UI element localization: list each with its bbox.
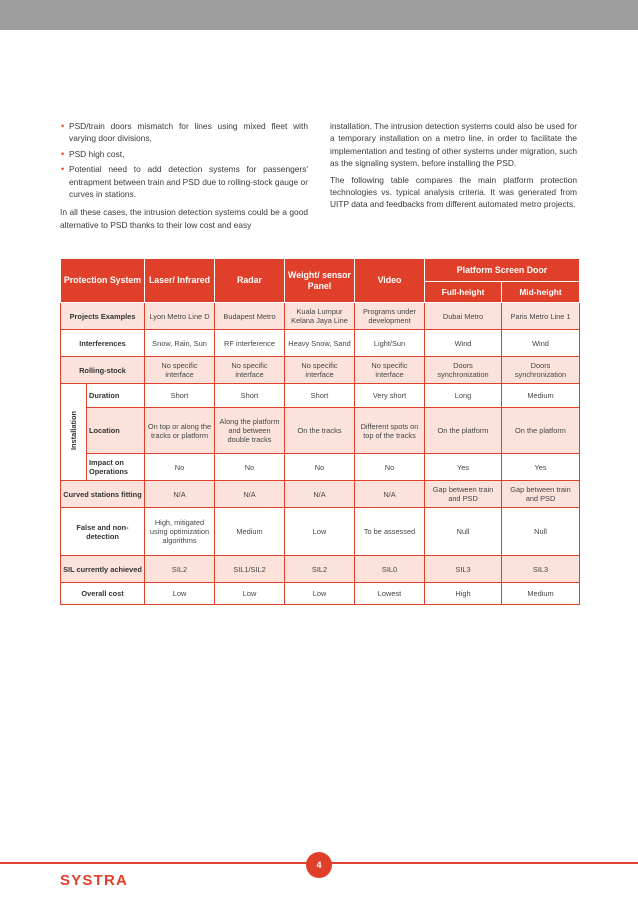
table-cell: Low xyxy=(285,508,355,556)
table-cell: RF interference xyxy=(215,330,285,357)
table-cell: Light/Sun xyxy=(355,330,425,357)
header-mid-height: Mid-height xyxy=(502,282,580,303)
table-cell: Wind xyxy=(425,330,502,357)
table-cell: Short xyxy=(145,384,215,408)
bullet-item: • Potential need to add detection systems for passengers' entrapment between train and PSD due to rolling-stock gauge or curves in stations. xyxy=(60,163,308,200)
table-cell: No specific interface xyxy=(215,357,285,384)
table-cell: Low xyxy=(145,583,215,605)
table-row xyxy=(61,303,580,330)
header-weight: Weight/ sensor Panel xyxy=(285,259,355,303)
table-cell: Short xyxy=(215,384,285,408)
table-cell: No xyxy=(215,454,285,481)
installation-group-label: Installation xyxy=(61,384,87,481)
table-row xyxy=(61,481,580,508)
row-label: SIL currently achieved xyxy=(61,556,145,583)
table-cell: Heavy Snow, Sand xyxy=(285,330,355,357)
table-cell: On the tracks xyxy=(285,408,355,454)
row-label: Overall cost xyxy=(61,583,145,605)
table-cell: To be assessed xyxy=(355,508,425,556)
table-cell: Budapest Metro xyxy=(215,303,285,330)
table-cell: N/A xyxy=(215,481,285,508)
row-label: False and non-detection xyxy=(61,508,145,556)
table-cell: SIL3 xyxy=(425,556,502,583)
table-cell: Long xyxy=(425,384,502,408)
table-cell: Kuala Lumpur Kelana Jaya Line xyxy=(285,303,355,330)
table-cell: Different spots on top of the tracks xyxy=(355,408,425,454)
table-cell: Low xyxy=(215,583,285,605)
table-cell: Medium xyxy=(215,508,285,556)
row-label: Rolling-stock xyxy=(61,357,145,384)
table-cell: Doors synchronization xyxy=(502,357,580,384)
header-video: Video xyxy=(355,259,425,303)
table-cell: SIL2 xyxy=(145,556,215,583)
table-cell: Yes xyxy=(425,454,502,481)
table-row xyxy=(61,583,580,605)
table-cell: On top or along the tracks or platform xyxy=(145,408,215,454)
left-text-column xyxy=(60,120,308,235)
table-cell: Paris Metro Line 1 xyxy=(502,303,580,330)
table-cell: Short xyxy=(285,384,355,408)
header-psd: Platform Screen Door xyxy=(425,259,580,282)
table-cell: Very short xyxy=(355,384,425,408)
row-label: Interferences xyxy=(61,330,145,357)
table-cell: Medium xyxy=(502,583,580,605)
comparison-table xyxy=(60,258,580,605)
table-cell: N/A xyxy=(145,481,215,508)
row-label: Duration xyxy=(87,384,145,408)
table-cell: Lyon Metro Line D xyxy=(145,303,215,330)
table-cell: No specific interface xyxy=(145,357,215,384)
table-cell: High, mitigated using optimization algorithms xyxy=(145,508,215,556)
table-row xyxy=(61,556,580,583)
table-cell: SIL1/SIL2 xyxy=(215,556,285,583)
table-cell: Lowest xyxy=(355,583,425,605)
table-cell: Medium xyxy=(502,384,580,408)
systra-logo: SYSTRA xyxy=(60,872,129,889)
table-cell: On the platform xyxy=(502,408,580,454)
table-cell: Along the platform and between double tracks xyxy=(215,408,285,454)
header-radar: Radar xyxy=(215,259,285,303)
table-cell: No specific interface xyxy=(355,357,425,384)
table-cell: Gap between train and PSD xyxy=(502,481,580,508)
table-cell: SIL0 xyxy=(355,556,425,583)
bullet-list xyxy=(60,120,308,200)
table-row xyxy=(61,330,580,357)
bullet-item: • PSD/train doors mismatch for lines using mixed fleet with varying door divisions, xyxy=(60,120,308,145)
table-row xyxy=(61,357,580,384)
table-cell: No xyxy=(145,454,215,481)
table-cell: SIL3 xyxy=(502,556,580,583)
table-row xyxy=(61,408,580,454)
table-cell: Low xyxy=(285,583,355,605)
row-label: Impact on Operations xyxy=(87,454,145,481)
table-cell: No xyxy=(285,454,355,481)
table-cell: N/A xyxy=(285,481,355,508)
row-label: Projects Examples xyxy=(61,303,145,330)
header-full-height: Full-height xyxy=(425,282,502,303)
table-cell: Snow, Rain, Sun xyxy=(145,330,215,357)
header-laser: Laser/ Infrared xyxy=(145,259,215,303)
table-cell: Null xyxy=(425,508,502,556)
bullet-item: • PSD high cost, xyxy=(60,148,308,160)
table-cell: High xyxy=(425,583,502,605)
table-row xyxy=(61,508,580,556)
table-cell: No specific interface xyxy=(285,357,355,384)
table-cell: Dubai Metro xyxy=(425,303,502,330)
paragraph: In all these cases, the intrusion detection systems could be a good alternative to PSD thanks to their low cost and easy xyxy=(60,207,308,230)
table-cell: Gap between train and PSD xyxy=(425,481,502,508)
row-label: Curved stations fitting xyxy=(61,481,145,508)
top-bar xyxy=(0,0,638,30)
table-cell: No xyxy=(355,454,425,481)
paragraph: The following table compares the main platform protection technologies vs. typical analysis criteria. It was generated from UITP data and feedbacks from different automated metro projects. xyxy=(330,174,577,210)
table-cell: Yes xyxy=(502,454,580,481)
table-cell: On the platform xyxy=(425,408,502,454)
table-cell: SIL2 xyxy=(285,556,355,583)
row-label: Location xyxy=(87,408,145,454)
table-cell: Programs under development xyxy=(355,303,425,330)
header-protection-system: Protection System xyxy=(61,259,145,303)
page-number: 4 xyxy=(306,852,332,878)
table-row xyxy=(61,454,580,481)
table-cell: Doors synchronization xyxy=(425,357,502,384)
paragraph: installation. The intrusion detection systems could also be used for a temporary installation on a metro line, in order to facilitate the implementation and testing of other systems under migration, such as the signaling system, before installing the PSD. xyxy=(330,121,577,169)
table-row xyxy=(61,384,580,408)
right-text-column xyxy=(330,120,577,215)
table-cell: N/A xyxy=(355,481,425,508)
table-cell: Wind xyxy=(502,330,580,357)
table-cell: Null xyxy=(502,508,580,556)
